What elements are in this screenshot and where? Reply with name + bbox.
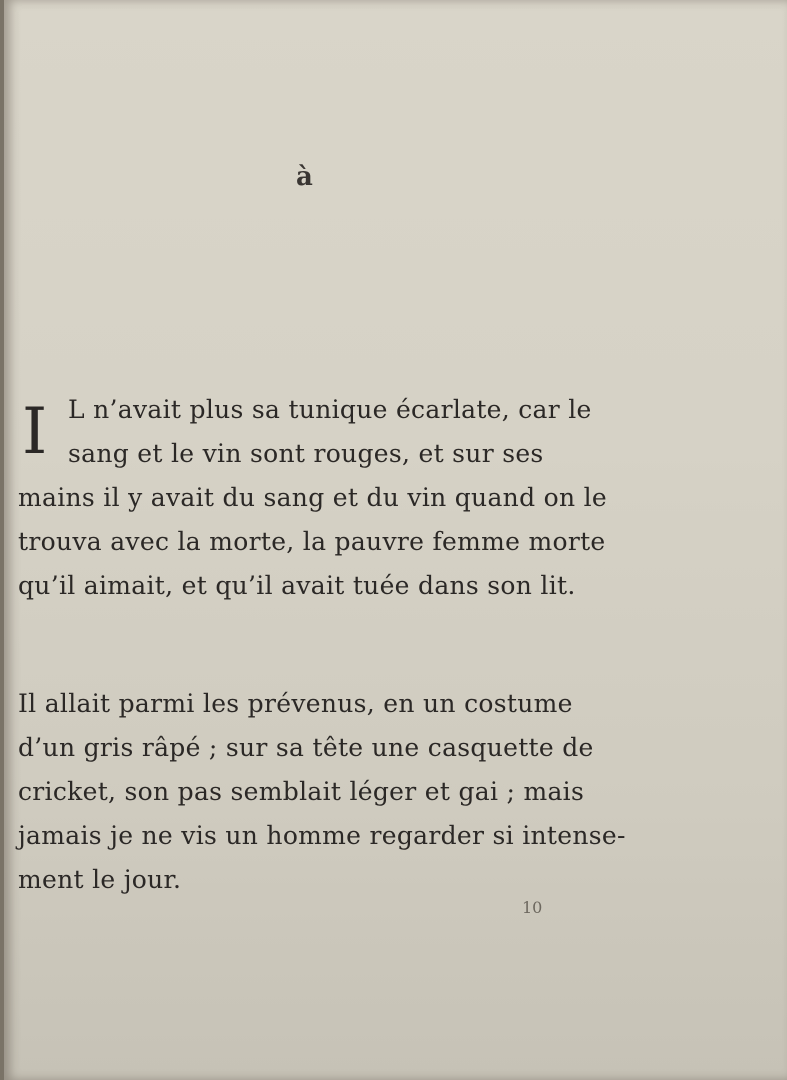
text-line: ment le jour. xyxy=(18,865,182,894)
book-page xyxy=(4,0,787,1080)
drop-cap: I xyxy=(22,395,48,469)
text-line: qu’il aimait, et qu’il avait tuée dans son lit. xyxy=(18,571,576,600)
stanza-2 xyxy=(18,682,668,902)
text-line: Il allait parmi les prévenus, en un costume xyxy=(18,689,573,718)
text-line: cricket, son pas semblait léger et gai ; mais xyxy=(18,777,585,806)
text-line: sang et le vin sont rouges, et sur ses xyxy=(68,439,544,468)
text-line: mains il y avait du sang et du vin quand on le xyxy=(18,483,608,512)
text-line: jamais je ne vis un homme regarder si intense- xyxy=(18,821,626,850)
page-number: 10 xyxy=(522,898,543,917)
text-line: trouva avec la morte, la pauvre femme morte xyxy=(18,527,606,556)
text-line: d’un gris râpé ; sur sa tête une casquette de xyxy=(18,733,594,762)
text-line: L n’avait plus sa tunique écarlate, car le xyxy=(68,395,592,424)
stanza-1 xyxy=(18,388,668,608)
ornament: à xyxy=(296,162,313,192)
